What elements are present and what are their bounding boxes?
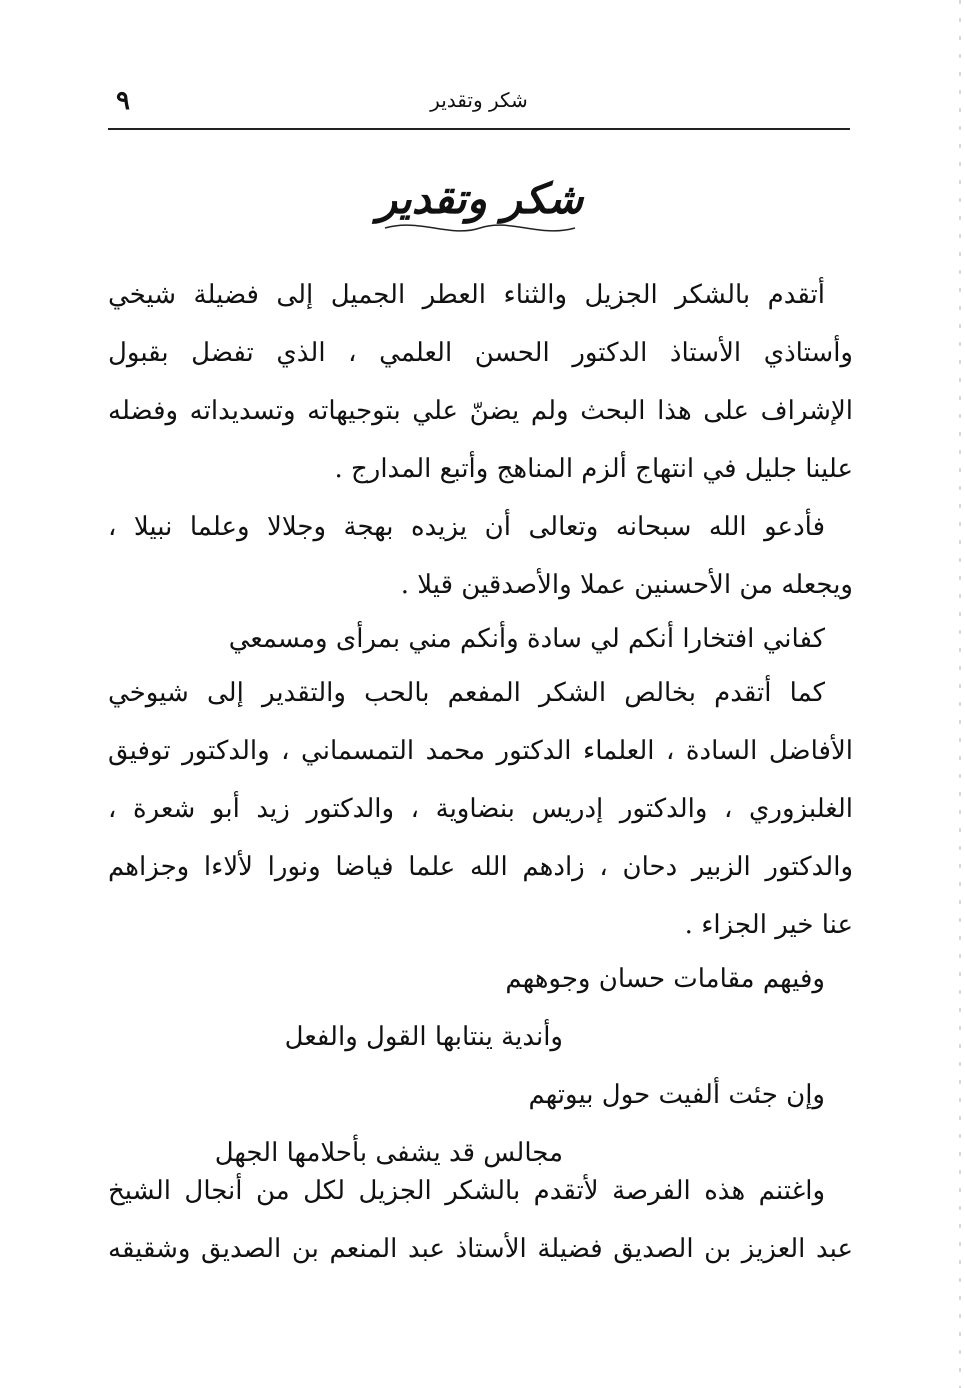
- paragraph-line: أتقدم بالشكر الجزيل والثناء العطر الجميل إلى فضيلة شيخي: [108, 280, 825, 310]
- paragraph-1: [108, 266, 853, 498]
- verse-block-1: [108, 610, 853, 668]
- paragraph-line: ويجعله من الأحسنين عملا والأصدقين قيلا .: [400, 570, 853, 600]
- verse-line: كفاني افتخارا أنكم لي سادة وأنكم مني بمرأى ومسمعي: [228, 624, 825, 654]
- paragraph-line: والدكتور الزبير دحان ، زادهم الله علما فياضا ونورا لألاءا وجزاهم: [108, 852, 853, 882]
- paragraph-line: عنا خير الجزاء .: [684, 910, 853, 940]
- poem-line: وإن جئت ألفيت حول بيوتهم: [528, 1080, 825, 1110]
- poem-block: [108, 950, 853, 1182]
- section-heading-title: شكر وتقدير: [376, 174, 584, 223]
- paragraph-line: الغلبزوري ، والدكتور إدريس بنضاوية ، والدكتور زيد أبو شعرة ،: [108, 794, 853, 824]
- section-heading: [320, 160, 640, 240]
- paragraph-line: عبد العزيز بن الصديق فضيلة الأستاذ عبد المنعم بن الصديق وشقيقه: [108, 1234, 853, 1264]
- paragraph-line: كما أتقدم بخالص الشكر المفعم بالحب والتقدير إلى شيوخي: [108, 678, 825, 708]
- paragraph-line: علينا جليل في انتهاج ألزم المناهج وأتبع المدارج .: [334, 454, 853, 484]
- paragraph-line: وأستاذي الأستاذ الدكتور الحسن العلمي ، الذي تفضل بقبول: [108, 338, 853, 368]
- page-number: ٩: [116, 86, 130, 116]
- paragraph-2: [108, 498, 853, 614]
- paragraph-line: الأفاضل السادة ، العلماء الدكتور محمد التمسماني ، والدكتور توفيق: [108, 736, 853, 766]
- paragraph-4: [108, 1162, 853, 1278]
- paragraph-line: فأدعو الله سبحانه وتعالى أن يزيده بهجة وجلالا وعلما نبيلا ،: [108, 512, 825, 542]
- running-header: [108, 84, 850, 124]
- paragraph-line: الإشراف على هذا البحث ولم يضنّ علي بتوجيهاته وتسديداته وفضله: [108, 396, 853, 426]
- poem-line: وفيهم مقامات حسان وجوههم: [505, 964, 825, 994]
- page-edge-mark: [959, 0, 961, 1388]
- heading-flourish-ornament: [380, 220, 580, 236]
- poem-line: وأندية ينتابها القول والفعل: [284, 1022, 563, 1052]
- paragraph-line: واغتنم هذه الفرصة لأتقدم بالشكر الجزيل لكل من أنجال الشيخ: [108, 1176, 825, 1206]
- paragraph-3: [108, 664, 853, 954]
- header-rule: [108, 128, 850, 130]
- poem-line: مجالس قد يشفى بأحلامها الجهل: [214, 1138, 563, 1168]
- running-title: شكر وتقدير: [430, 88, 528, 112]
